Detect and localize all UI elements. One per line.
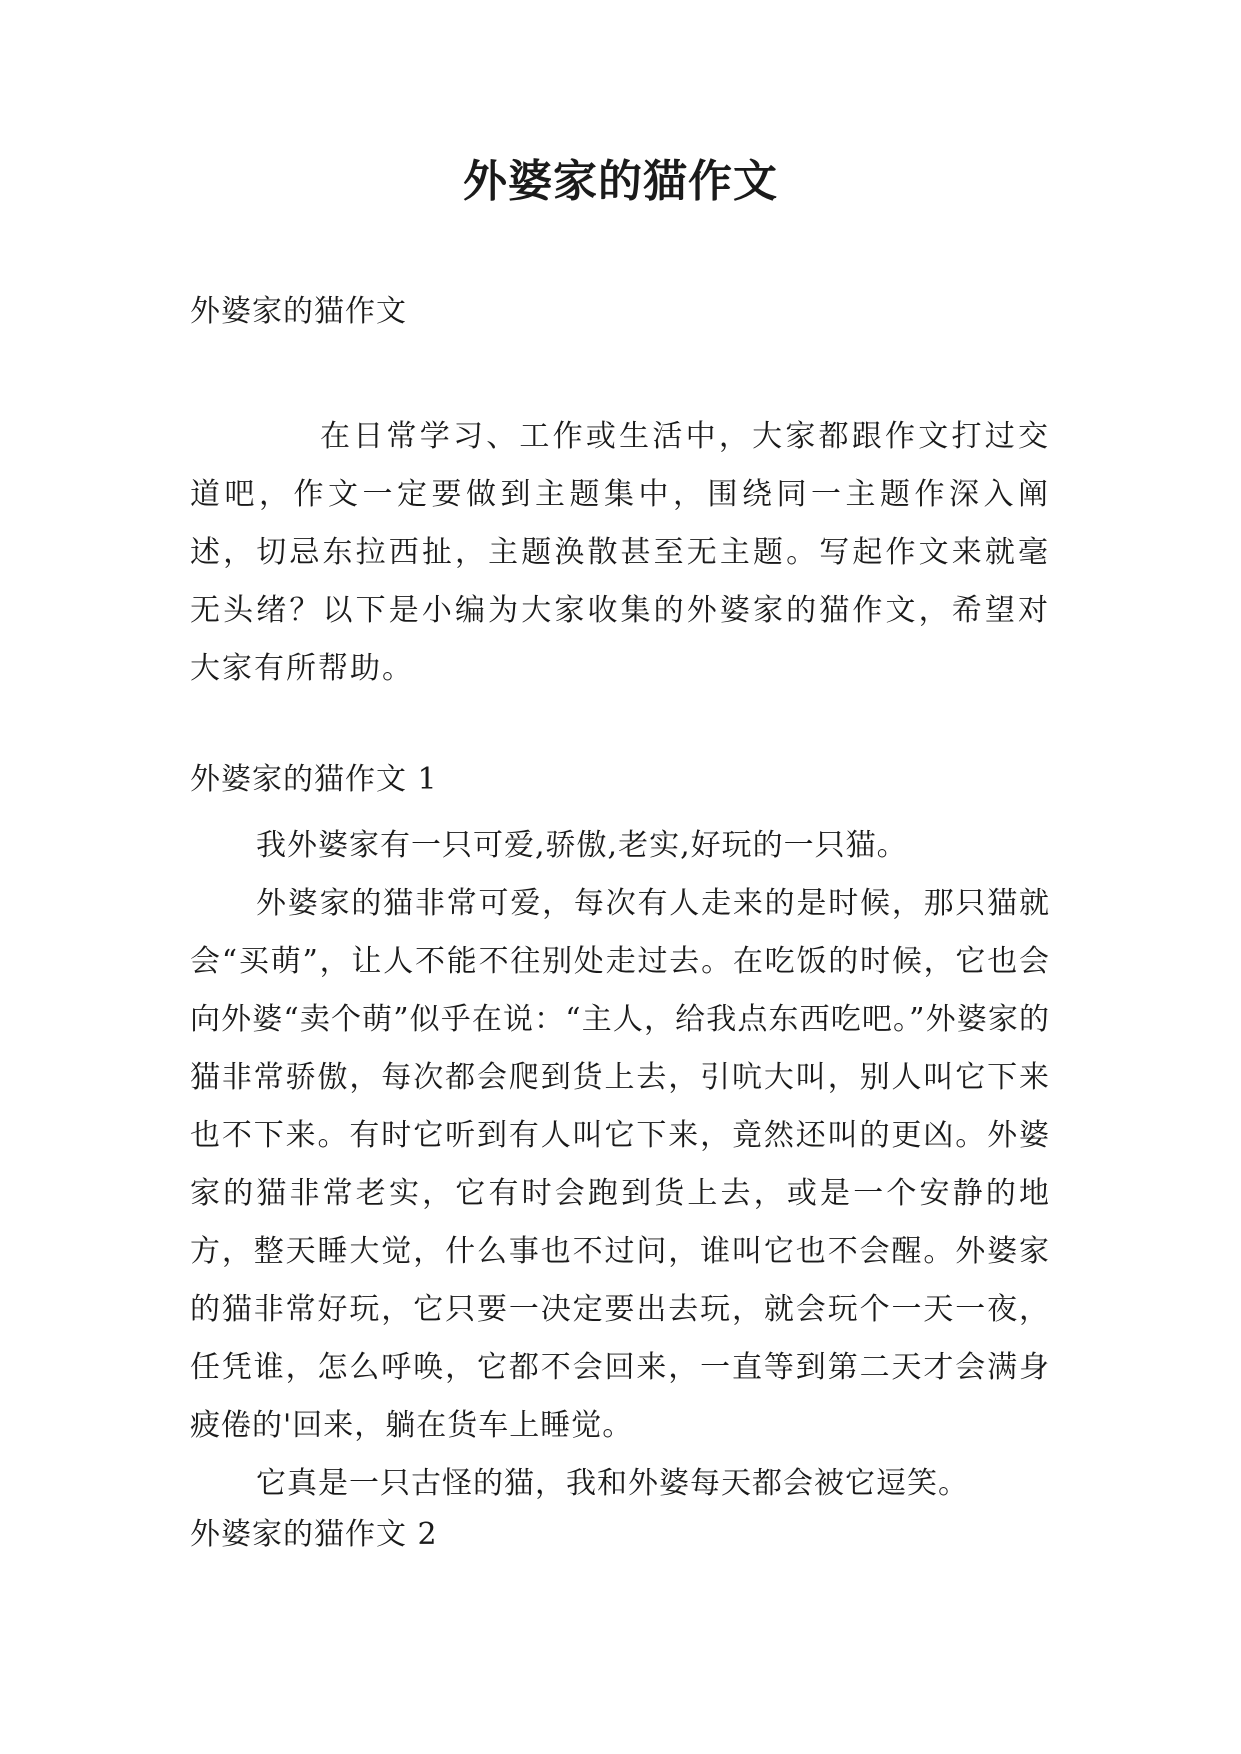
intro-paragraph: 在日常学习、工作或生活中，大家都跟作文打过交道吧，作文一定要做到主题集中，围绕同一主题作深入阐述，切忌东拉西扯，主题涣散甚至无主题。写起作文来就毫无头绪？以下是小编为大家收集的外婆家的猫作文，希望对大家有所帮助。 (190, 419, 1050, 686)
section-heading-2: 外婆家的猫作文 2 (190, 1517, 438, 1552)
section-heading-1: 外婆家的猫作文 1 (190, 762, 438, 797)
section-1-paragraph-2: 外婆家的猫非常可爱，每次有人走来的是时候，那只猫就会“买萌”，让人不能不往别处走过去。在吃饭的时候，它也会向外婆“卖个萌”似乎在说：“主人，给我点东西吃吧。”外婆家的猫非常骄傲，每次都会爬到货上去，引吭大叫，别人叫它下来也不下来。有时它听到有人叫它下来，竟然还叫的更凶。外婆家的猫非常老实，它有时会跑到货上去，或是一个安静的地方，整天睡大觉，什么事也不过问，谁叫它也不会醒。外婆家的猫非常好玩，它只要一决定要出去玩，就会玩个一天一夜，任凭谁，怎么呼唤，它都不会回来，一直等到第二天才会满身疲倦的'回来，躺在货车上睡觉。 (190, 886, 1050, 1443)
document-title: 外婆家的猫作文 (463, 156, 778, 207)
section-1-paragraph-3: 它真是一只古怪的猫，我和外婆每天都会被它逗笑。 (256, 1466, 969, 1501)
section-1-paragraph-1: 我外婆家有一只可爱,骄傲,老实,好玩的一只猫。 (256, 828, 908, 863)
document-subtitle: 外婆家的猫作文 (190, 294, 407, 329)
section-1-body (190, 817, 1050, 1513)
